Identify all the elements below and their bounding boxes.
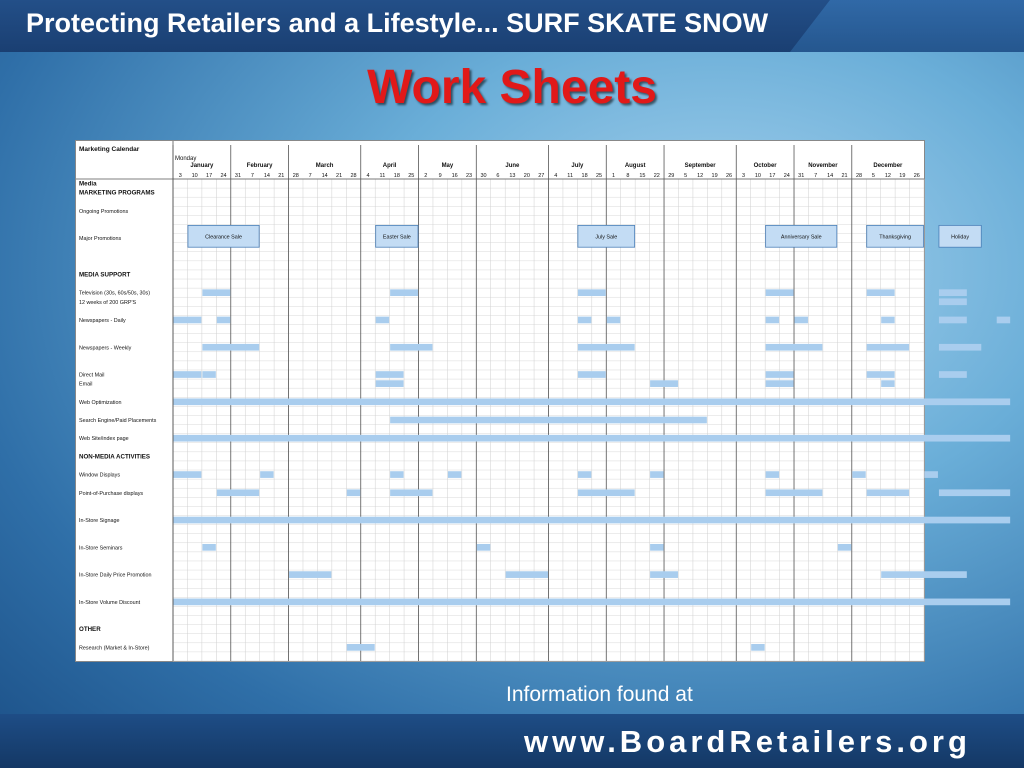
week-label: 16: [451, 173, 458, 179]
week-label: 11: [567, 173, 574, 179]
row-label: In-Store Daily Price Promotion: [79, 572, 152, 579]
week-label: 10: [191, 173, 198, 179]
week-label: 26: [913, 173, 920, 179]
schedule-bar: [376, 371, 404, 378]
week-label: 17: [206, 173, 213, 179]
schedule-bar: [174, 517, 1011, 524]
row-label: Email: [79, 381, 93, 388]
schedule-bar: [939, 371, 967, 378]
week-label: 3: [741, 173, 746, 179]
month-label: February: [246, 163, 273, 169]
schedule-bar: [650, 571, 678, 578]
week-label: 31: [234, 173, 242, 179]
schedule-bar: [867, 371, 895, 378]
schedule-bar: [174, 599, 1011, 606]
schedule-bar: [852, 471, 865, 478]
week-label: 17: [769, 173, 776, 179]
week-label: 18: [581, 173, 588, 179]
schedule-bar: [766, 317, 779, 324]
schedule-bar: [506, 571, 548, 578]
schedule-bar: [997, 317, 1010, 324]
week-label: 3: [178, 173, 182, 179]
schedule-bar: [390, 489, 432, 496]
schedule-bar: [939, 489, 1010, 496]
schedule-bar: [766, 289, 794, 296]
header-accent-tab: [790, 0, 1024, 52]
week-label: 11: [379, 173, 386, 179]
schedule-bar: [838, 544, 851, 551]
week-label: 27: [538, 173, 545, 179]
row-label: Ongoing Promotions: [79, 208, 129, 215]
week-label: 9: [438, 173, 442, 179]
row-label: Point-of-Purchase displays: [79, 490, 144, 497]
schedule-bar: [939, 298, 967, 305]
row-label: Direct Mail: [79, 372, 105, 379]
schedule-bar: [766, 371, 794, 378]
calendar-title: Marketing Calendar: [79, 146, 140, 153]
schedule-bar: [650, 471, 663, 478]
row-label: OTHER: [79, 626, 101, 634]
week-label: 6: [496, 173, 500, 179]
row-label: Web Optimization: [79, 399, 122, 406]
schedule-bar: [939, 317, 967, 324]
week-label: 7: [814, 173, 818, 179]
week-label: 14: [827, 173, 834, 179]
week-label: 21: [278, 173, 285, 179]
row-label: Research (Market & In-Store): [79, 645, 150, 652]
schedule-bar: [477, 544, 490, 551]
row-label: In-Store Seminars: [79, 545, 123, 552]
week-label: 12: [697, 173, 704, 179]
week-label: 15: [639, 173, 646, 179]
schedule-bar: [174, 435, 1011, 442]
marketing-calendar-worksheet: [75, 140, 970, 662]
schedule-bar: [390, 289, 418, 296]
week-label: 18: [393, 173, 400, 179]
week-label: 24: [783, 173, 790, 179]
schedule-bar: [174, 317, 202, 324]
promotion-label: Clearance Sale: [205, 234, 242, 241]
schedule-bar: [217, 317, 230, 324]
week-label: 30: [480, 173, 487, 179]
month-label: January: [190, 163, 214, 169]
schedule-bar: [766, 344, 823, 351]
schedule-bar: [174, 398, 1011, 405]
week-label: 19: [711, 173, 718, 179]
week-label: 14: [321, 173, 328, 179]
week-label: 19: [899, 173, 906, 179]
week-label: 14: [263, 173, 270, 179]
schedule-bar: [376, 380, 404, 387]
schedule-bar: [347, 644, 375, 651]
week-label: 21: [841, 173, 848, 179]
schedule-bar: [881, 317, 894, 324]
row-label: In-Store Signage: [79, 518, 120, 525]
schedule-bar: [607, 317, 620, 324]
week-label: 7: [250, 173, 254, 179]
footer-url[interactable]: www.BoardRetailers.org: [524, 724, 971, 759]
row-label: Window Displays: [79, 472, 121, 479]
schedule-bar: [925, 471, 938, 478]
schedule-bar: [202, 544, 215, 551]
header-title: Protecting Retailers and a Lifestyle... SURF SKATE SNOW: [26, 8, 769, 38]
schedule-bar: [766, 471, 779, 478]
schedule-bar: [202, 289, 230, 296]
schedule-bar: [751, 644, 764, 651]
schedule-bar: [376, 317, 389, 324]
week-label: 4: [554, 173, 558, 179]
row-label: Search Engine/Paid Placements: [79, 418, 157, 425]
schedule-bar: [867, 489, 909, 496]
schedule-bar: [289, 571, 331, 578]
schedule-bar: [260, 471, 273, 478]
schedule-bar: [217, 489, 259, 496]
schedule-bar: [174, 471, 202, 478]
schedule-bar: [795, 317, 808, 324]
schedule-bar: [390, 344, 432, 351]
week-label: 7: [308, 173, 312, 179]
month-label: May: [441, 163, 454, 169]
schedule-bar: [881, 380, 894, 387]
schedule-bar: [650, 544, 663, 551]
schedule-bar: [578, 489, 635, 496]
week-label: 22: [653, 173, 660, 179]
month-label: July: [571, 163, 584, 169]
schedule-bar: [939, 344, 981, 351]
row-label: 12 weeks of 200 GRP'S: [79, 299, 137, 306]
week-label: 28: [855, 173, 863, 179]
week-label: 13: [509, 173, 516, 179]
row-label: NON-MEDIA ACTIVITIES: [79, 453, 151, 461]
schedule-bar: [578, 317, 591, 324]
promotion-label: July Sale: [595, 234, 618, 241]
week-label: 23: [466, 173, 473, 179]
week-label: 5: [871, 173, 875, 179]
week-label: 21: [336, 173, 343, 179]
schedule-bar: [202, 371, 215, 378]
schedule-bar: [578, 371, 606, 378]
schedule-bar: [578, 471, 591, 478]
marketing-calendar-grid: [76, 141, 970, 661]
slide-title: Work Sheets: [367, 61, 657, 114]
promotion-label: Holiday: [951, 234, 970, 241]
schedule-bar: [867, 289, 895, 296]
schedule-bar: [867, 344, 909, 351]
promotion-label: Anniversary Sale: [780, 234, 822, 241]
week-label: 4: [366, 173, 370, 179]
schedule-bar: [578, 289, 606, 296]
month-label: June: [505, 163, 520, 169]
week-label: 28: [350, 173, 357, 179]
week-label: 24: [220, 173, 227, 179]
row-label: Major Promotions: [79, 236, 122, 243]
row-label: Web Site/index page: [79, 436, 129, 443]
week-label: 31: [798, 173, 805, 179]
week-label: 28: [292, 173, 299, 179]
week-label: 12: [884, 173, 891, 179]
promotion-label: Thanksgiving: [879, 234, 911, 241]
schedule-bar: [174, 371, 202, 378]
schedule-bar: [650, 380, 678, 387]
week-label: 26: [725, 173, 733, 179]
week-label: 25: [595, 173, 603, 179]
month-label: April: [382, 163, 397, 169]
month-label: August: [624, 163, 646, 169]
week-label: 20: [523, 173, 530, 179]
schedule-bar: [390, 471, 403, 478]
schedule-bar: [448, 471, 461, 478]
footer-caption: Information found at: [506, 683, 693, 706]
month-label: October: [753, 163, 777, 169]
month-label: September: [684, 163, 716, 169]
promotion-label: Easter Sale: [382, 234, 411, 241]
schedule-bar: [390, 417, 707, 424]
monday-label: Monday: [175, 156, 197, 162]
schedule-bar: [939, 289, 967, 296]
week-label: 5: [684, 173, 688, 179]
row-label: MARKETING PROGRAMS: [79, 189, 155, 197]
schedule-bar: [766, 489, 823, 496]
week-label: 1: [611, 173, 616, 179]
week-label: 10: [754, 173, 761, 179]
month-label: March: [315, 163, 334, 169]
row-label: MEDIA SUPPORT: [79, 271, 131, 279]
row-label: Television (30s, 60s/50s, 30s): [79, 290, 151, 297]
schedule-bar: [202, 344, 259, 351]
row-label: Newspapers - Daily: [79, 318, 126, 325]
schedule-bar: [881, 571, 967, 578]
schedule-bar: [766, 380, 794, 387]
row-label: Media: [79, 180, 97, 188]
schedule-bar: [578, 344, 635, 351]
month-label: December: [873, 163, 903, 169]
month-label: November: [808, 163, 838, 169]
week-label: 29: [668, 173, 675, 179]
week-label: 25: [408, 173, 415, 179]
week-label: 8: [626, 173, 630, 179]
week-label: 2: [424, 173, 428, 179]
schedule-bar: [347, 489, 360, 496]
row-label: Newspapers - Weekly: [79, 345, 132, 352]
row-label: In-Store Volume Discount: [79, 599, 141, 606]
